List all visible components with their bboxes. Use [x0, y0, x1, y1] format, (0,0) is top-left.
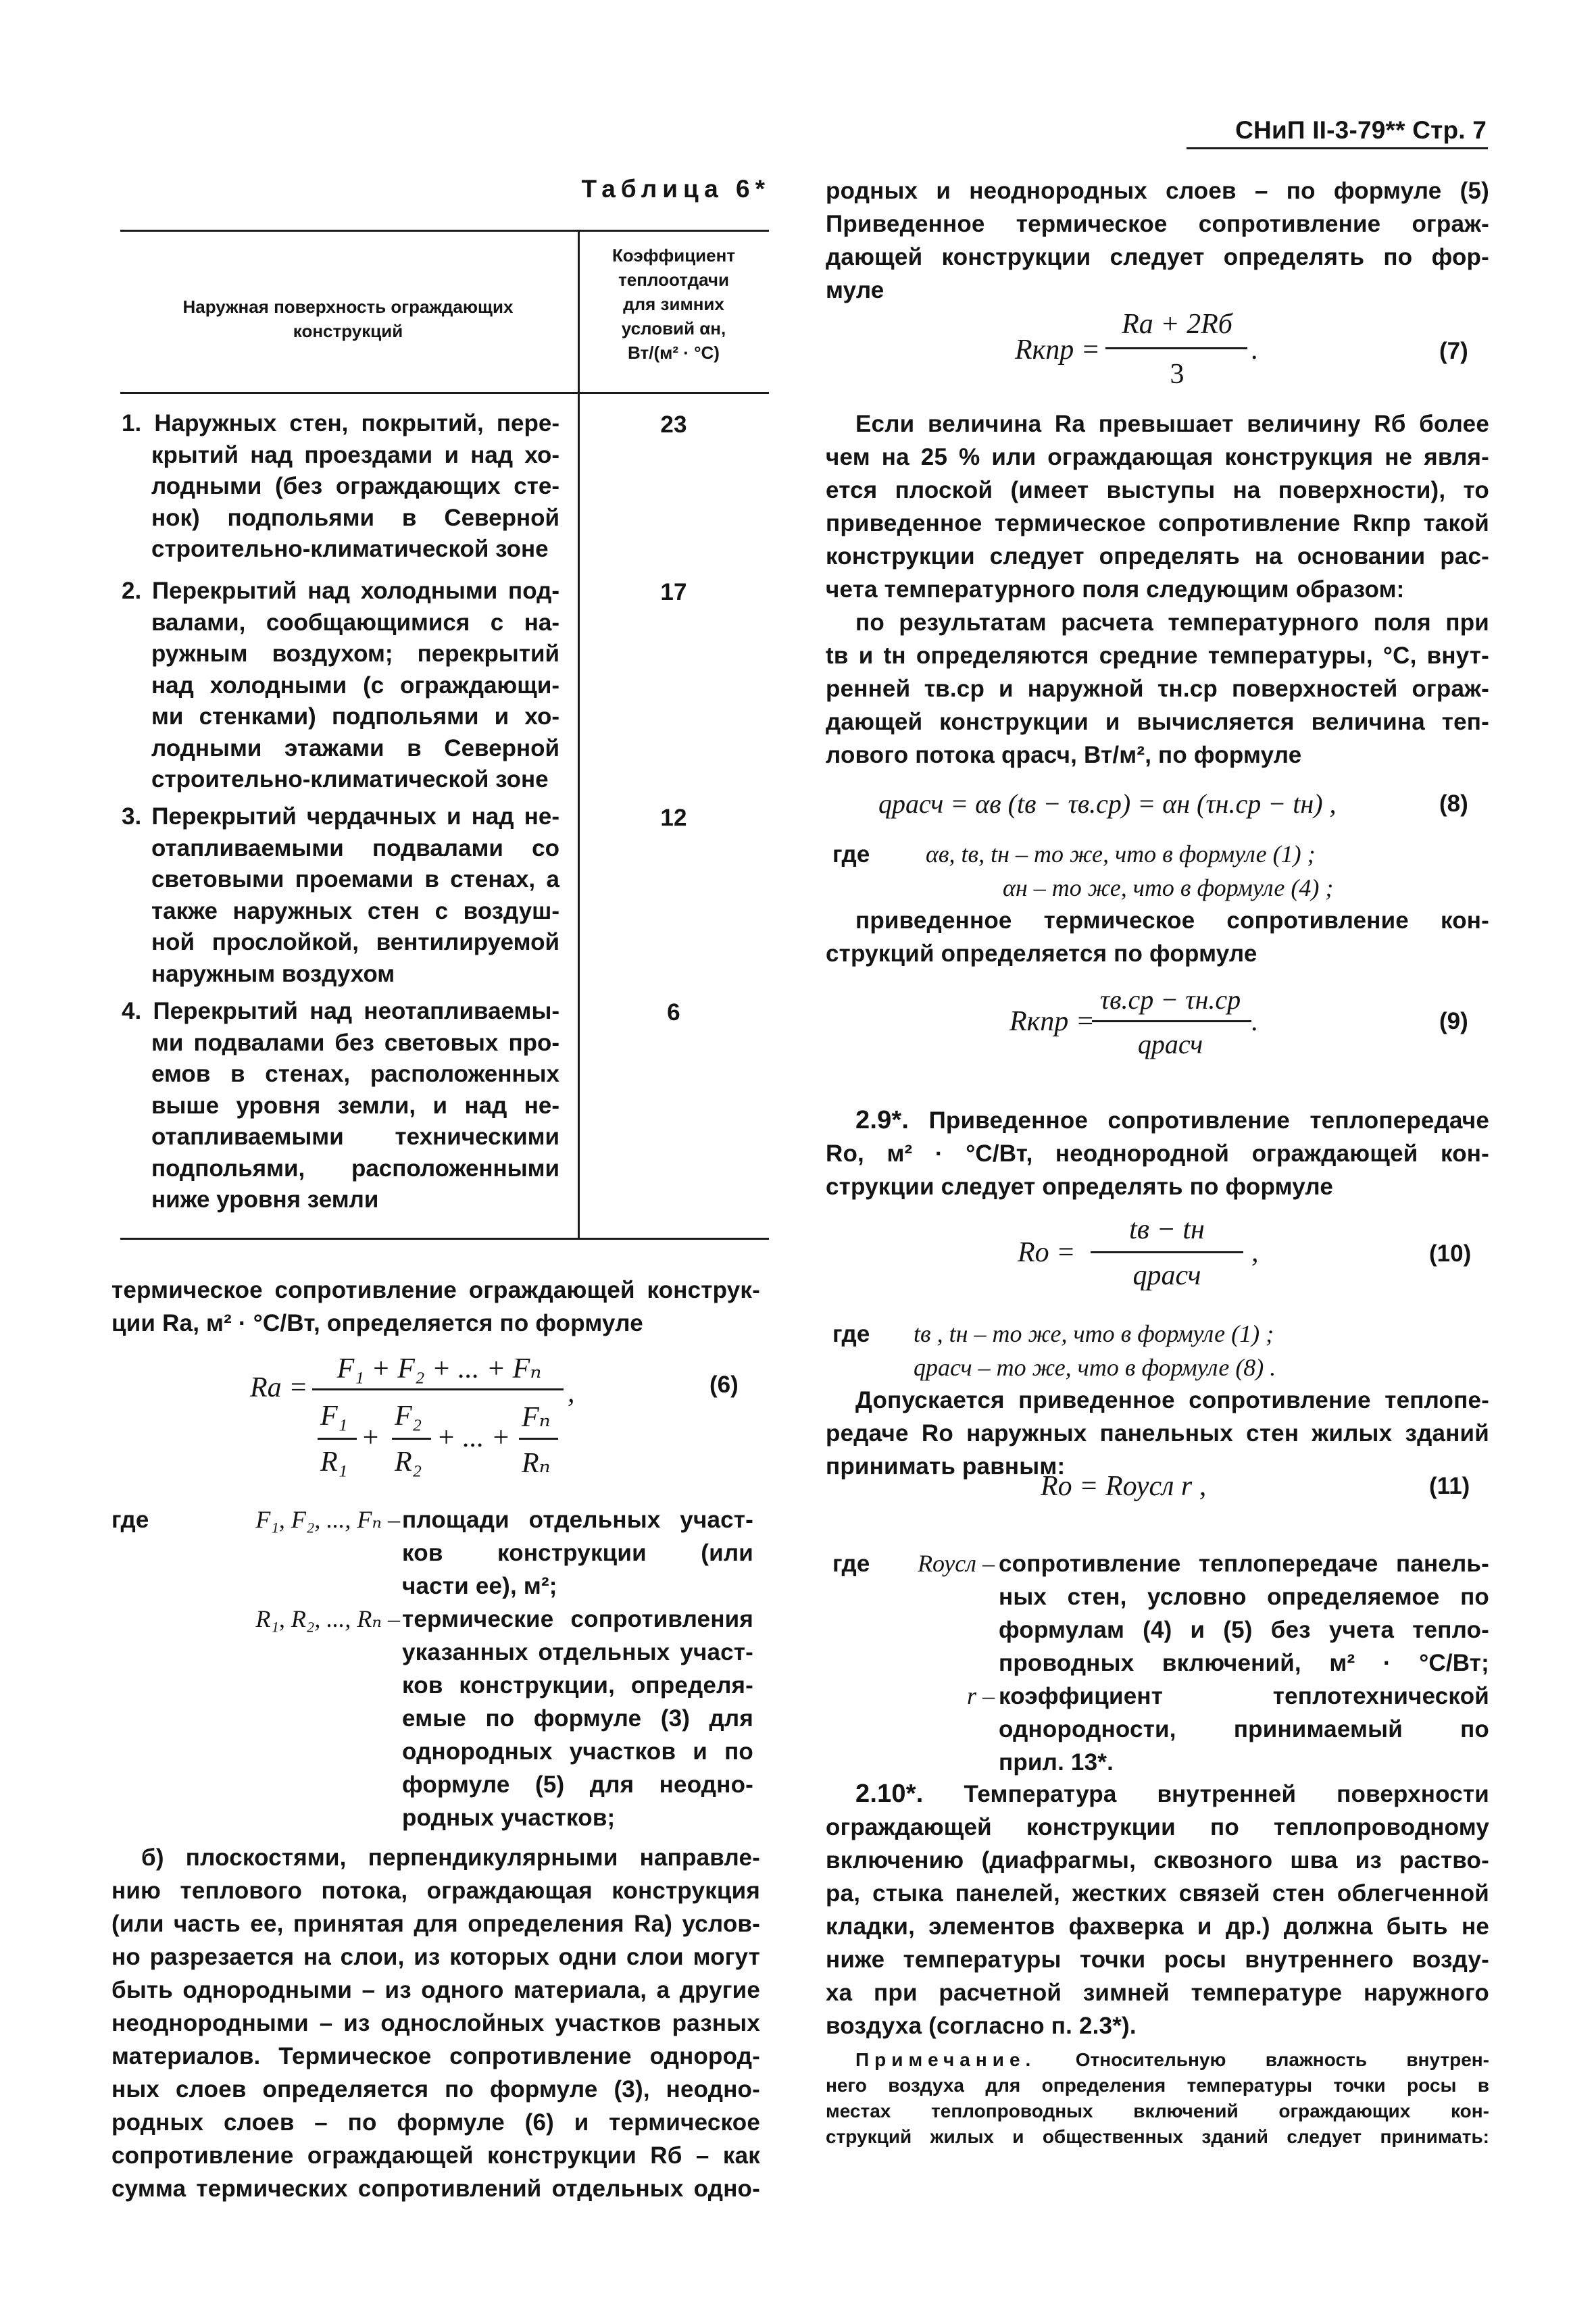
doc-code: СНиП II-3-79** Стр. 7: [1235, 116, 1487, 144]
intro-line: ции Rа, м² · °С/Вт, определяется по формуле: [111, 1310, 643, 1336]
table-row: 4. Перекрытий над неотапливаемы- ми подвалами без световых про- емов в стенах, расположенных выше уровня земли, и над не- отапливаемыми техническими подпольями, расположенными ниже уровня земли: [122, 998, 559, 1213]
paragraph-b: б) плоскостями, перпендикулярными направле- нию теплового потока, ограждающая конструкция (или часть ее, принятая для определения Rа) услов- но разрезается на слои, из которых одни слои могут быть однородными – из одного материала, а другие неоднородными – из однослойных участков разных материалов. Термическое сопротивление однород- ных слоев определяется по формуле (3), неодно- родных слоев – по формуле (6) и термическое сопротивление ограждающей конструкции Rб – как сумма термических сопротивлений отдельных одно-: [111, 1844, 760, 2202]
paragraph: по результатам расчета температурного поля при tв и tн определяются средние температуры, °С, внут- ренней τв.ср и наружной τн.ср поверхностей ограж- дающей конструкции и вычисляется величина теп- лового потока qрасч, Вт/м², по формуле: [826, 609, 1489, 768]
formula-number: (8): [1439, 790, 1468, 817]
where-symbol: Rоусл –: [918, 1550, 995, 1577]
fraction-bar: [519, 1438, 558, 1440]
where-description: термические сопротивления указанных отдельных участ- ков конструкции, определя- емые по формуле (3) для однородных участков и по формуле (5) для неодно- родных участков;: [402, 1606, 753, 1831]
where-symbol: F₁, F₂, ..., Fₙ –: [255, 1506, 400, 1533]
table-col1-header: Наружная поверхность ограждающих конструкций: [182, 297, 514, 341]
where-label: где: [832, 1551, 870, 1577]
table-row-value: 6: [667, 999, 680, 1026]
formula-11: Rо = Rоусл r ,: [1041, 1471, 1207, 1502]
where-item: tв , tн – то же, что в формуле (1) ;: [914, 1320, 1274, 1347]
fraction-bar: [1091, 1251, 1243, 1253]
table-row: 2. Перекрытий над холодными под- валами, сообщающимися с на- ружным воздухом; перекрытий над холодными (с ограждающи- ми стенками) подпольями и хо- лодными этажами в Северной строительно-климатической зоне: [122, 578, 559, 793]
section-2-10: 2.10*. Температура внутренней поверхности ограждающей конструкции по теплопроводному включению (диафрагмы, сквозного шва из раство- ра, стыка панелей, жестких связей стен облегченной кладки, элементов фахверка и др.) должна быть не ниже температуры точки росы внутреннего возду- ха при расчетной зимней температуре наружного воздуха (согласно п. 2.3*).: [826, 1780, 1489, 2039]
intro-line: термическое сопротивление ограждающей конструк-: [111, 1277, 760, 1303]
where-label: где: [111, 1507, 149, 1533]
fraction-bar: [312, 1388, 564, 1390]
where-label: где: [832, 1321, 870, 1347]
table-row-value: 17: [660, 579, 687, 605]
table-column-divider: [578, 230, 580, 1240]
formula-6-lhs: Rа =: [250, 1372, 308, 1403]
fraction-bar: [392, 1438, 431, 1440]
paragraph: родных и неоднородных слоев – по формуле (5) Приведенное термическое сопротивление ограж- дающей конструкции следует определять по фор- муле: [826, 178, 1489, 303]
where-item: qрасч – то же, что в формуле (8) .: [914, 1354, 1276, 1381]
formula-10-lhs: Rо =: [1018, 1237, 1076, 1268]
paragraph: Допускается приведенное сопротивление теплопе- редаче Rо наружных панельных стен жилых зданий принимать равным:: [826, 1387, 1489, 1480]
paragraph: Если величина Rа превышает величину Rб более чем на 25 % или ограждающая конструкция не явля- ется плоской (имеет выступы на поверхности), то приведенное термическое сопротивление Rкпр такой конструкции следует определять на основании рас- чета температурного поля следующим образом:: [826, 411, 1489, 603]
formula-7-lhs: Rкпр =: [1015, 334, 1101, 366]
table-row: 3. Перекрытий чердачных и над не- отапливаемыми подвалами со световыми проемами в стенах, а также наружных стен с воздуш- ной прослойкой, вентилируемой наружным воздухом: [122, 803, 559, 987]
fraction-bar: [318, 1438, 357, 1440]
table-row-value: 23: [660, 411, 687, 438]
fraction-bar: [1092, 1020, 1251, 1022]
section-2-9: 2.9*. Приведенное сопротивление теплопередаче Rо, м² · °С/Вт, неоднородной ограждающей кон- струкции следует определять по формуле: [826, 1106, 1489, 1200]
where-description: сопротивление теплопередаче панель- ных стен, условно определяемое по формулам (4) и (5) без учета тепло- проводных включений, м² · °С/Вт;: [999, 1551, 1489, 1676]
table-top-rule: [120, 230, 769, 232]
formula-6-numerator: F₁ + F₂ + ... + Fₙ: [336, 1353, 542, 1384]
formula-number: (10): [1429, 1240, 1472, 1267]
table-bottom-rule: [120, 1238, 769, 1240]
formula-number: (11): [1429, 1473, 1470, 1499]
formula-number: (7): [1439, 338, 1468, 364]
where-symbol: R₁, R₂, ..., Rₙ –: [255, 1605, 400, 1632]
where-description: площади отдельных участ- ков конструкции (или части ее), м²;: [402, 1507, 753, 1599]
table-col2-header: Коэффициент теплоотдачи для зимних условий αн, Вт/(м² · °С): [612, 245, 736, 363]
note: Примечание. Относительную влажность внутрен- него воздуха для определения температуры точки росы в местах теплопроводных включений ограждающих кон- струкций жилых и общественных зданий следует принимать:: [826, 2049, 1490, 2147]
header-rule: [1187, 147, 1488, 149]
table-row-value: 12: [660, 805, 687, 831]
where-symbol: r –: [966, 1682, 995, 1709]
where-description: коэффициент теплотехнической однородности, принимаемый по прил. 13*.: [999, 1683, 1489, 1776]
where-item: αн – то же, что в формуле (4) ;: [1003, 874, 1334, 901]
table-row: 1. Наружных стен, покрытий, пере- крытий над проездами и над хо- лодными (без ограждающих сте- нок) подпольями в Северной строительно-климатической зоне: [122, 410, 559, 562]
where-label: где: [832, 841, 870, 867]
table-title: Таблица 6*: [581, 175, 770, 203]
paragraph: приведенное термическое сопротивление кон- струкций определяется по формуле: [826, 907, 1489, 967]
table-header-rule: [120, 392, 769, 394]
formula-8: qрасч = αв (tв − τв.ср) = αн (τн.ср − tн) ,: [878, 788, 1337, 819]
where-item: αв, tв, tн – то же, что в формуле (1) ;: [926, 840, 1316, 867]
formula-number: (6): [709, 1372, 739, 1398]
formula-9-lhs: Rкпр =: [1009, 1006, 1095, 1037]
formula-number: (9): [1439, 1008, 1468, 1034]
fraction-bar: [1105, 347, 1247, 349]
